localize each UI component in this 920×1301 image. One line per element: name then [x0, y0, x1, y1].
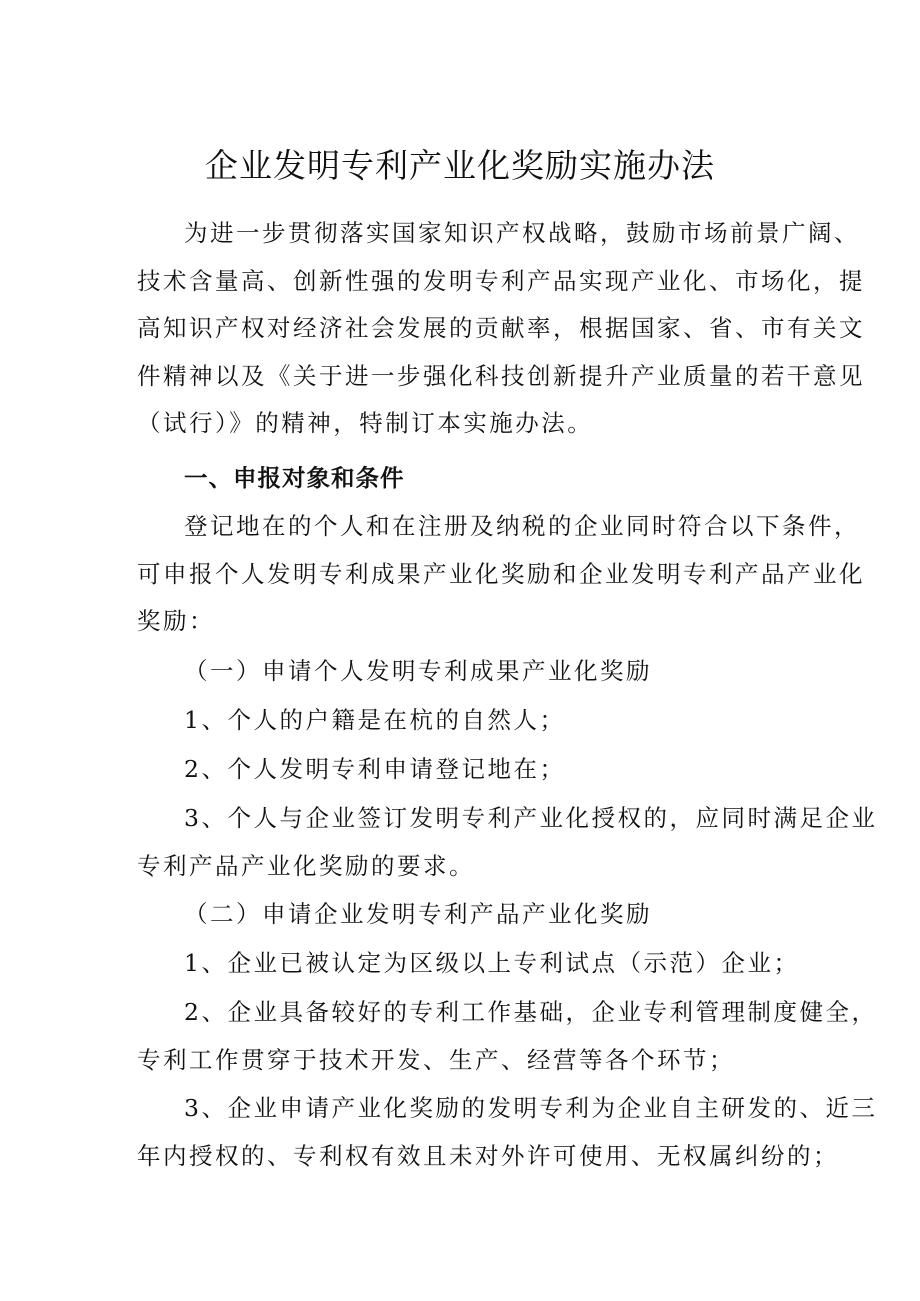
list-item: 1、个人的户籍是在杭的自然人；	[184, 706, 566, 734]
section-line: 可申报个人发明专利成果产业化奖励和企业发明专利产品产业化	[137, 559, 865, 588]
intro-line: 为进一步贯彻落实国家知识产权战略，鼓励市场前景广阔、	[184, 219, 860, 247]
intro-line: 技术含量高、创新性强的发明专利产品实现产业化、市场化，提	[137, 266, 865, 295]
intro-line: （试行）》的精神，特制订本实施办法。	[137, 409, 594, 437]
intro-line: 高知识产权对经济社会发展的贡献率，根据国家、省、市有关文	[137, 314, 865, 342]
list-item: 2、个人发明专利申请登记地在；	[184, 755, 566, 783]
subsection-heading: （二）申请企业发明专利产品产业化奖励	[184, 900, 652, 928]
list-item: 1、企业已被认定为区级以上专利试点（示范）企业；	[184, 949, 800, 977]
section-line: 登记地在的个人和在注册及纳税的企业同时符合以下条件，	[184, 512, 860, 540]
document-title: 企业发明专利产业化奖励实施办法	[205, 146, 715, 185]
list-item: 2、企业具备较好的专利工作基础，企业专利管理制度健全， 专利工作贯穿于技术开发、生产、经营等各个环节；	[137, 998, 878, 1074]
list-item: 3、个人与企业签订发明专利产业化授权的，应同时满足企业 专利产品产业化奖励的要求。	[137, 804, 878, 880]
section-heading: 一、申报对象和条件	[184, 464, 405, 492]
list-item: 3、企业申请产业化奖励的发明专利为企业自主研发的、近三 年内授权的、专利权有效且未对外许可使用、无权属纠纷的；	[137, 1094, 878, 1170]
intro-line: 件精神以及《关于进一步强化科技创新提升产业质量的若干意见	[137, 361, 865, 390]
section-paragraph	[137, 503, 865, 646]
intro-paragraph	[137, 210, 865, 448]
subsection-heading: （一）申请个人发明专利成果产业化奖励	[184, 657, 652, 685]
section-line: 奖励：	[137, 607, 215, 635]
